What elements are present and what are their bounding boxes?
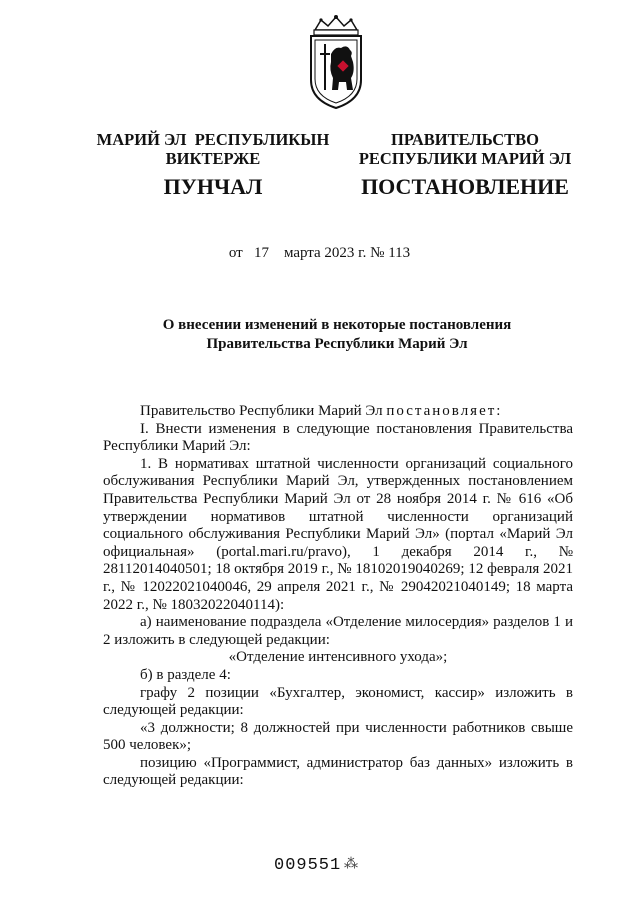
document-date-line [0,245,639,262]
header-left-title: ПУНЧАЛ [163,174,263,199]
intro-paragraph [103,403,573,421]
header-right-line2: РЕСПУБЛИКИ МАРИЙ ЭЛ [358,149,572,168]
header-right-line1: ПРАВИТЕЛЬСТВО [391,130,539,149]
paragraph-5: б) в разделе 4: [140,666,231,683]
header-left-block [96,130,330,168]
coat-of-arms-emblem [301,14,371,112]
paragraph-3: а) наименование подраздела «Отделение милосердия» разделов 1 и 2 изложить в следующей редакции: [103,614,573,648]
date-day: 17 [253,245,269,261]
subject-line2: Правительства Республики Марий Эл [206,336,468,352]
serial-number: 009551 [274,856,342,875]
date-month-year: марта 2023 г. [283,245,367,261]
paragraph-4: «Отделение интенсивного ухода»; [228,649,448,666]
document-body [103,403,573,790]
paragraph-6: графу 2 позиции «Бухгалтер, экономист, кассир» изложить в следующей редакции: [103,684,573,719]
date-prefix: от [228,245,243,261]
paragraph-2: 1. В нормативах штатной численности организаций социального обслуживания Республики Марий Эл, утвержденных постановлением Правительства Республики Марий Эл от 28 ноября 2014 г. № 616 «Об утверждении нормативов штатной численности организаций социального обслуживания Республики Марий Эл» (портал «Марий Эл официальная» (portal.mari.ru/pravo), 1 декабря 2014 г., № 28112014040501; 18 октября 2019 г., № 18102019040269; 12 февраля 2021 г., № 12022021040046, 29 апреля 2021 г., № 29042021040149; 18 марта 2022 г., № 18032022040114): [103,455,573,613]
paragraph-1: I. Внести изменения в следующие постановления Правительства Республики Марий Эл: [103,420,573,455]
header-right-title: ПОСТАНОВЛЕНИЕ [361,174,569,199]
subject-line1: О внесении изменений в некоторые постановления [162,317,512,333]
document-subject [96,316,578,354]
paragraph-7: «3 должности; 8 должностей при численности работников свыше 500 человек»; [103,719,573,754]
header-right-block [352,130,578,168]
paragraph-8: позицию «Программист, администратор баз данных» изложить в следующей редакции: [103,754,573,789]
document-number: 113 [388,245,411,261]
intro-text: Правительство Республики Марий Эл [140,403,387,419]
header-left-line1: МАРИЙ ЭЛ РЕСПУБЛИКЫН [96,130,330,149]
header-left-line2: ВИКТЕРЖЕ [165,149,261,168]
number-label: № [370,245,385,261]
footer-mark-icon: ⁂ [344,857,358,872]
intro-decree-word: постановляет: [386,403,503,419]
